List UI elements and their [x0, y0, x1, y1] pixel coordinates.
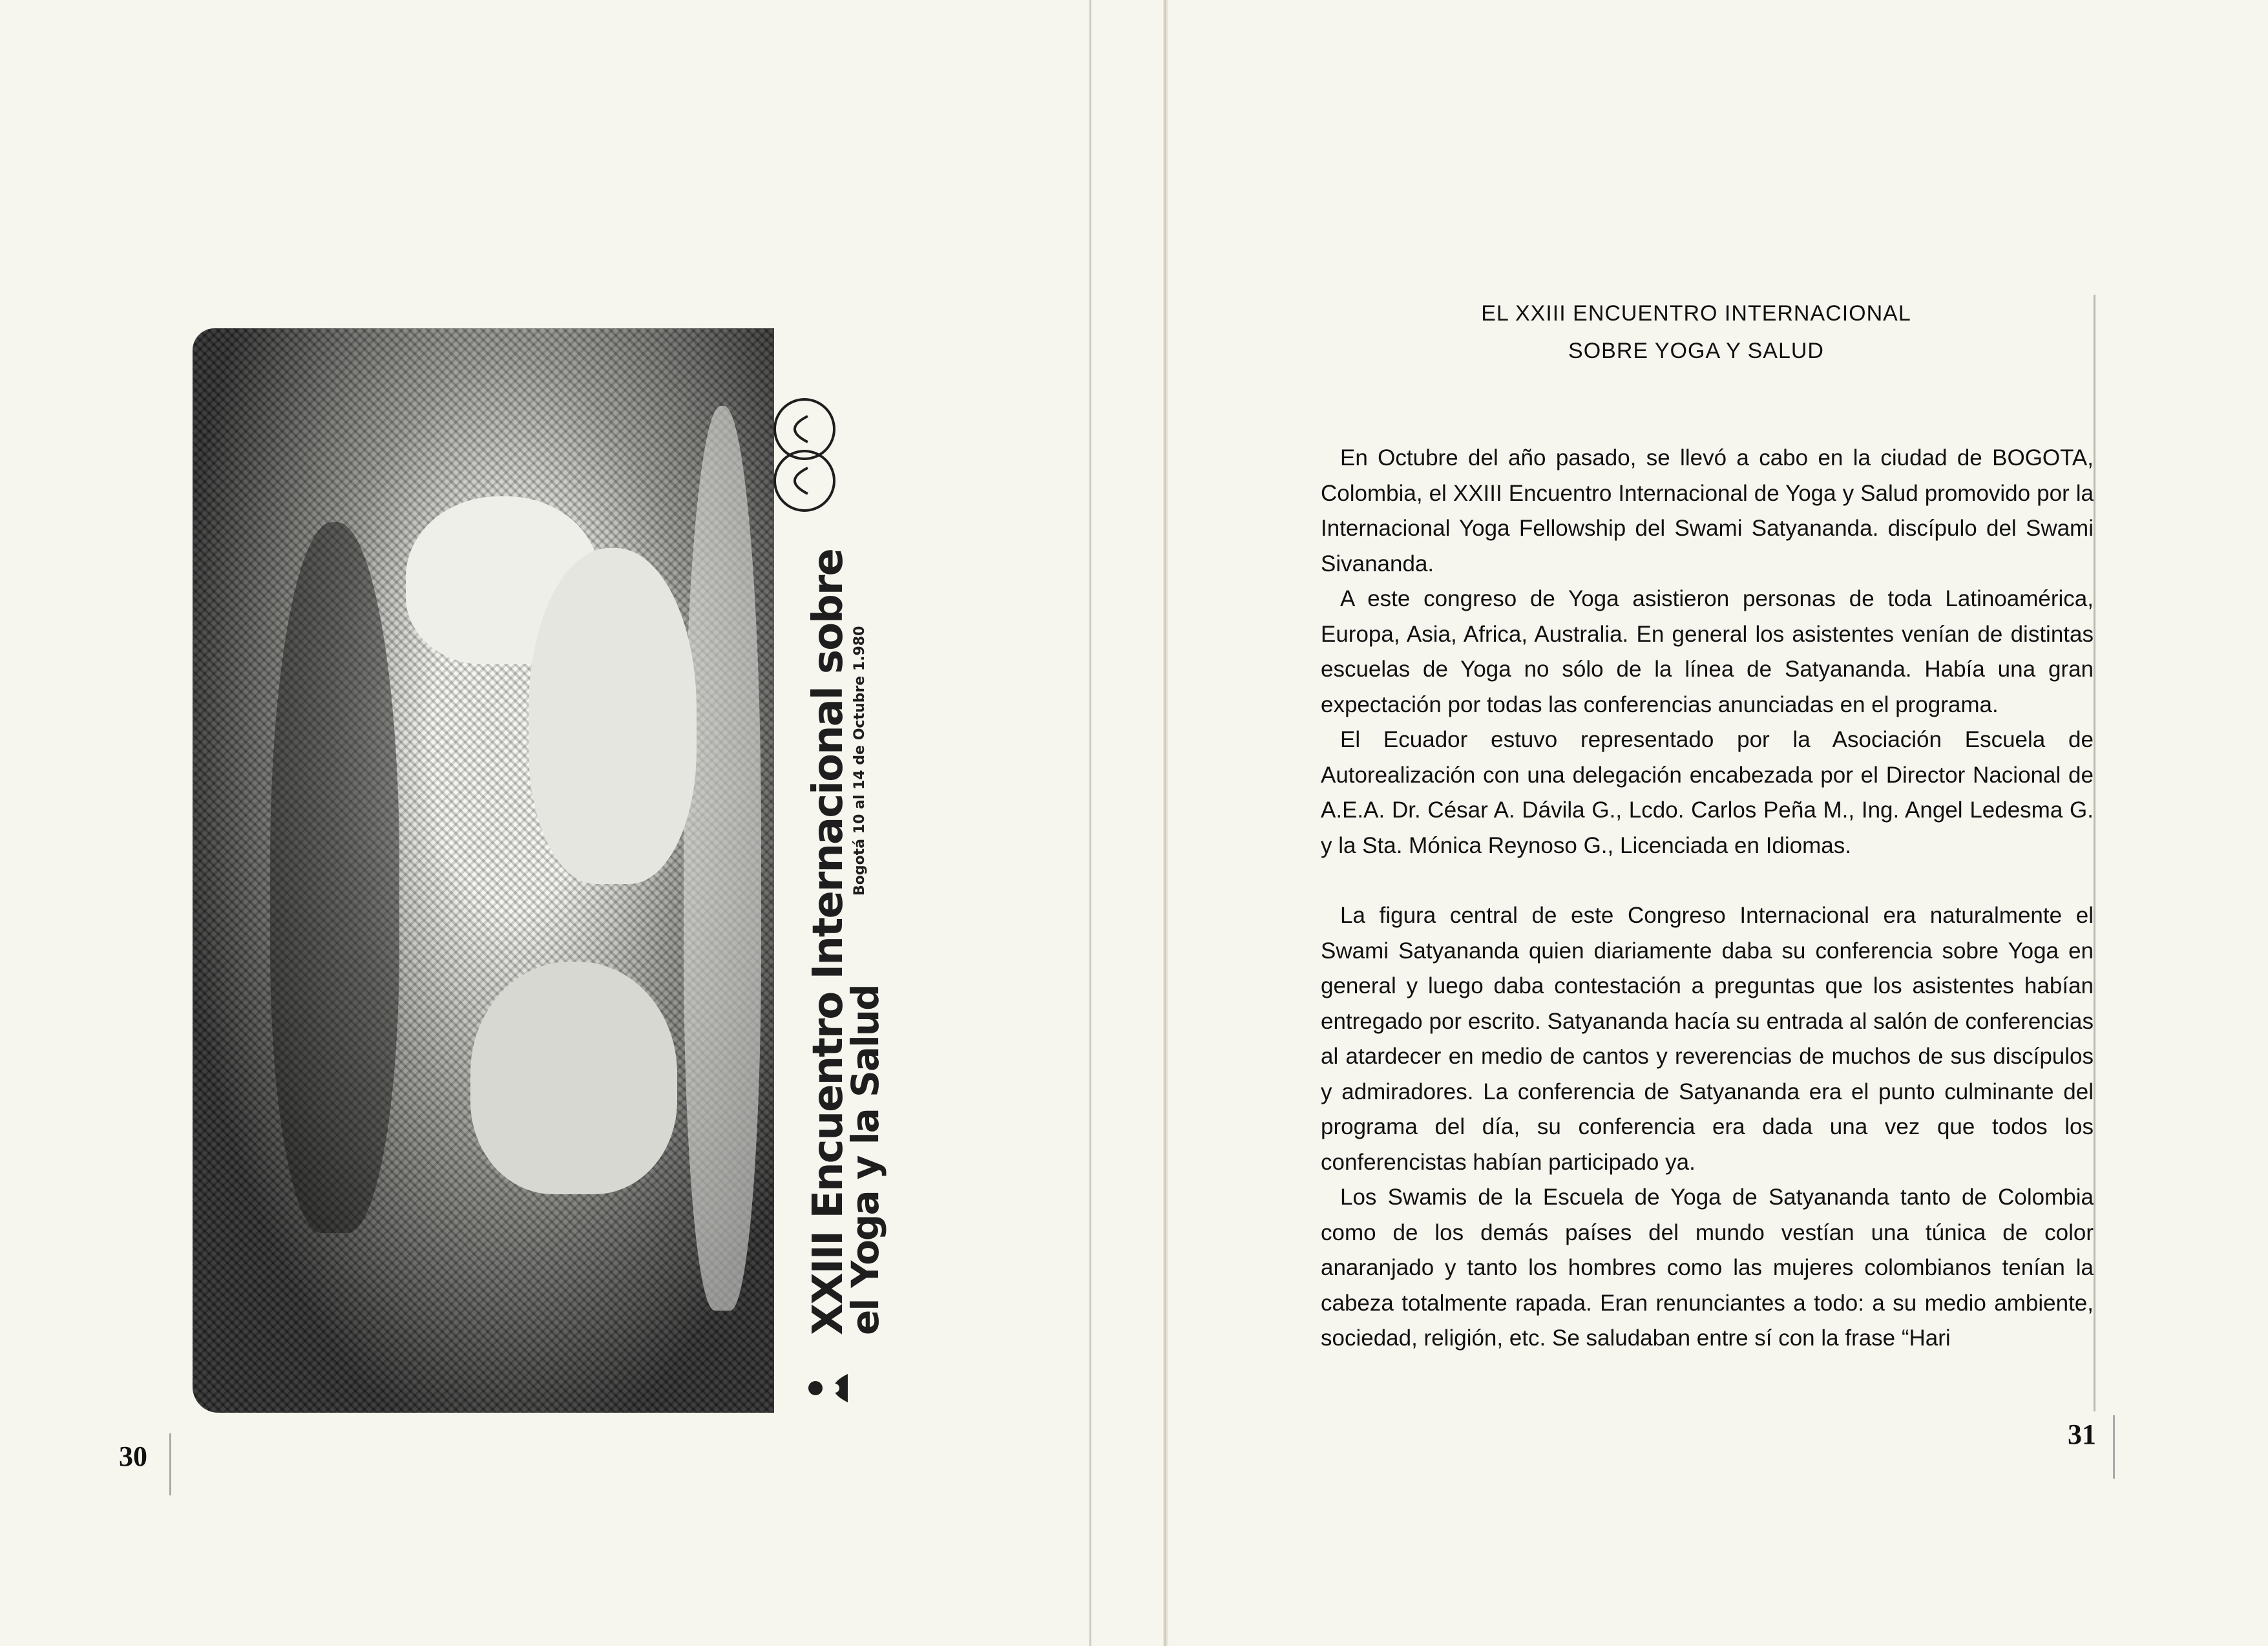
article-title — [1325, 297, 2068, 372]
paragraph-gap — [1321, 863, 2094, 898]
photo-caption — [781, 328, 887, 1413]
paragraph: A este congreso de Yoga asistieron personas de toda Latinoamérica, Europa, Asia, Africa, Australia. En general los asistentes venían de distintas escuelas de Yoga no sólo de la línea de Satyananda. Había una gran expectación por todas las conferencias anunciadas en el programa. — [1321, 586, 2094, 717]
margin-rule — [2094, 295, 2095, 1411]
emblem-icon — [769, 390, 843, 520]
article-body — [1321, 441, 2094, 1356]
caption-line-1: XXIII Encuentro Internacional sobre — [804, 549, 852, 1335]
paragraph: En Octubre del año pasado, se llevó a cabo en la ciudad de BOGOTA, Colombia, el XXIII Encuentro Internacional de Yoga y Salud promovido por la Internacional Yoga Fellowship del Swami Satyananda. discípulo del Swami Sivananda. — [1321, 445, 2094, 576]
event-photo — [193, 328, 774, 1413]
paragraph: Los Swamis de la Escuela de Yoga de Satyananda tanto de Colombia como de los demás países del mundo vestían una túnica de color anaranjado y tanto los hombres como las mujeres colombianos tenían la cabeza totalmente rapada. Eran renunciantes a todo: a su medio ambiente, sociedad, religión, etc. Se saludaban entre sí con la frase “Hari — [1321, 1185, 2094, 1351]
photo-with-caption — [193, 328, 887, 1413]
gutter-line — [1089, 0, 1091, 1646]
caption-line-2: el Yoga y la Salud — [843, 985, 887, 1335]
caption-date: Bogotá 10 al 14 de Octubre 1.980 — [852, 626, 868, 896]
title-line-1: EL XXIII ENCUENTRO INTERNACIONAL — [1481, 301, 1911, 326]
title-line-2: SOBRE YOGA Y SALUD — [1568, 339, 1824, 363]
paragraph: La figura central de este Congreso Internacional era naturalmente el Swami Satyananda quien diariamente daba su conferencia sobre Yoga en general y luego daba contestación a preguntas que los asistentes habían entregado por escrito. Satyananda hacía su entrada al salón de conferencias al atardecer en medio de cantos y reverencias de muchos de sus discípulos y admiradores. La conferencia de Satyananda era el punto culminante del programa del día, su conferencia era dada una vez que todos los conferencistas habían participado ya. — [1321, 903, 2094, 1175]
seated-figure-icon — [806, 1369, 855, 1408]
page-number-left: 30 — [119, 1440, 147, 1472]
paragraph: El Ecuador estuvo representado por la Asociación Escuela de Autorealización con una delegación encabezada por el Director Nacional de A.E.A. Dr. César A. Dávila G., Lcdo. Carlos Peña M., Ing. Angel Ledesma G. y la Sta. Mónica Reynoso G., Licenciada en Idiomas. — [1321, 727, 2094, 858]
page-number-rule — [2113, 1415, 2115, 1479]
gutter-line — [1164, 0, 1166, 1646]
page-number-right: 31 — [2068, 1419, 2096, 1450]
page-number-rule — [169, 1433, 171, 1495]
